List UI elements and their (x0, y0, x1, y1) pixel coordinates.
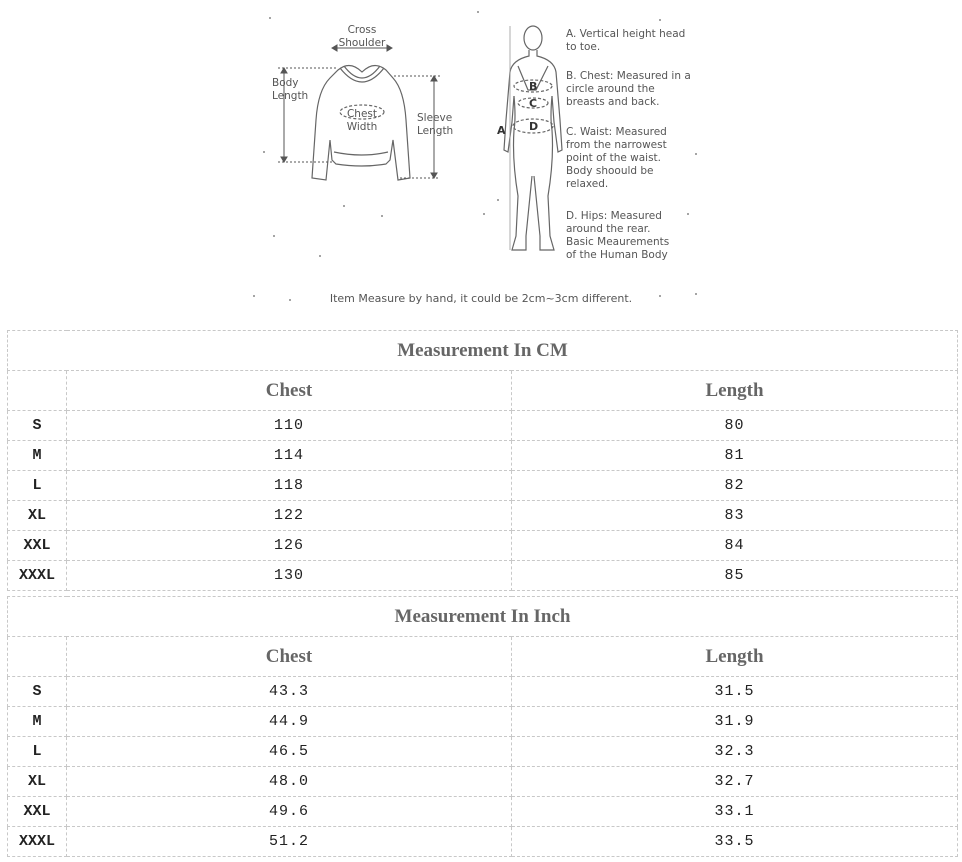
size-table-cm (7, 330, 958, 591)
chest-value: 130 (67, 561, 512, 591)
header-chest: Chest (67, 637, 512, 677)
body-marker-d: D (529, 120, 539, 133)
size-label: XXL (8, 797, 67, 827)
size-label: XL (8, 767, 67, 797)
body-length-label: Body Length (272, 77, 309, 102)
header-length: Length (512, 371, 958, 411)
header-corner (8, 371, 67, 411)
size-label: S (8, 411, 67, 441)
table-row (8, 531, 958, 561)
size-label: M (8, 441, 67, 471)
measure-note: Item Measure by hand, it could be 2cm~3cm different. (329, 292, 633, 305)
table-row (8, 707, 958, 737)
chest-value: 43.3 (67, 677, 512, 707)
header-chest: Chest (67, 371, 512, 411)
length-value: 32.7 (512, 767, 958, 797)
definition-d: D. Hips: Measured around the rear. Basic Meaurements of the Human Body (566, 210, 670, 261)
length-value: 31.9 (512, 707, 958, 737)
table-row (8, 501, 958, 531)
length-value: 85 (512, 561, 958, 591)
size-label: XXL (8, 531, 67, 561)
size-label: L (8, 737, 67, 767)
chest-value: 110 (67, 411, 512, 441)
table-row (8, 471, 958, 501)
length-value: 82 (512, 471, 958, 501)
length-value: 31.5 (512, 677, 958, 707)
table-row (8, 767, 958, 797)
length-value: 84 (512, 531, 958, 561)
cross-shoulder-label: Cross Shoulder (338, 24, 386, 49)
table-row (8, 797, 958, 827)
definition-c: C. Waist: Measured from the narrowest point of the waist. Body shoould be relaxed. (566, 126, 667, 190)
size-label: XXXL (8, 561, 67, 591)
size-label: XXXL (8, 827, 67, 857)
table-row (8, 411, 958, 441)
length-value: 83 (512, 501, 958, 531)
size-label: S (8, 677, 67, 707)
length-value: 33.5 (512, 827, 958, 857)
length-value: 33.1 (512, 797, 958, 827)
table-title: Measurement In CM (8, 331, 958, 371)
measurement-illustration (0, 0, 962, 320)
body-marker-a: A (497, 124, 506, 137)
chest-value: 44.9 (67, 707, 512, 737)
table-row (8, 677, 958, 707)
chest-value: 126 (67, 531, 512, 561)
body-marker-c: C (529, 97, 538, 110)
sleeve-length-label: Sleeve Length (417, 112, 454, 137)
chest-value: 46.5 (67, 737, 512, 767)
table-row (8, 827, 958, 857)
header-corner (8, 637, 67, 677)
body-drawing (504, 26, 562, 250)
definition-a: A. Vertical height head to toe. (566, 28, 686, 53)
length-value: 80 (512, 411, 958, 441)
chest-value: 48.0 (67, 767, 512, 797)
length-value: 81 (512, 441, 958, 471)
size-label: XL (8, 501, 67, 531)
size-table-inch (7, 596, 958, 857)
length-value: 32.3 (512, 737, 958, 767)
measurement-drawing (0, 0, 962, 320)
chest-value: 114 (67, 441, 512, 471)
table-row (8, 441, 958, 471)
chest-value: 118 (67, 471, 512, 501)
chest-value: 51.2 (67, 827, 512, 857)
size-label: M (8, 707, 67, 737)
body-marker-b: B (529, 80, 538, 93)
table-row (8, 737, 958, 767)
table-row (8, 561, 958, 591)
definition-b: B. Chest: Measured in a circle around the breasts and back. (566, 70, 691, 108)
chest-value: 122 (67, 501, 512, 531)
table-title: Measurement In Inch (8, 597, 958, 637)
size-label: L (8, 471, 67, 501)
chest-value: 49.6 (67, 797, 512, 827)
header-length: Length (512, 637, 958, 677)
chest-width-label: Chest Width (346, 108, 378, 133)
